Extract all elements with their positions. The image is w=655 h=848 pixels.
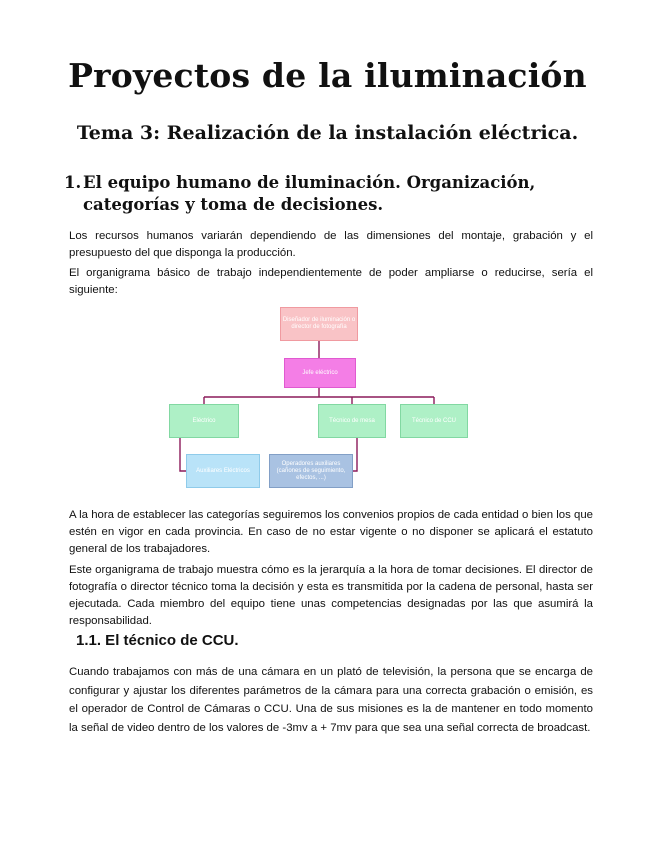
document-subtitle: Tema 3: Realización de la instalación eléctrica. [76,122,579,144]
org-box-electrico: Eléctrico [169,404,239,438]
connector-line [353,438,357,471]
section-number: 1. [64,173,82,192]
document-title: Proyectos de la iluminación [68,56,587,95]
org-chart [160,300,480,495]
section-heading [64,172,594,216]
org-box-auxiliares: Auxiliares Eléctricos [186,454,260,488]
paragraph: A la hora de establecer las categorías seguiremos los convenios propios de cada entidad o bien los que estén en vigor en cada provincia. En caso de no estar vigente o no disponer se aplicará el estatuto general de los trabajadores. [69,509,593,555]
paragraph: Este organigrama de trabajo muestra cómo es la jerarquía a la hora de tomar decisiones. El director de fotografía o director técnico toma la decisión y esta es transmitida por la cadena de personal, hasta ser ejecutada. Cada miembro del equipo tiene unas competencias designadas por las que asumirá la responsabilidad. [69,564,593,627]
subsection-heading: 1.1. El técnico de CCU. [76,632,239,649]
paragraph: Cuando trabajamos con más de una cámara en un plató de televisión, la persona que se encarga de configurar y ajustar los diferentes parámetros de la cámara para una correcta grabación o emisión, es el operador de Control de Cámaras o CCU. Una de sus misiones es la de mantener en todo momento la señal de video dentro de los valores de -3mv a + 7mv para que sea una señal correcta de broadcast. [69,666,593,734]
org-box-tecnico-mesa: Técnico de mesa [318,404,386,438]
paragraph: El organigrama básico de trabajo independientemente de poder ampliarse o reducirse, sería el siguiente: [69,267,593,296]
org-box-jefe-electrico: Jefe eléctrico [284,358,356,388]
org-box-director: Diseñador de iluminación o director de fotografía [280,307,358,341]
org-box-operadores: Operadores auxiliares (cañones de seguimiento, efectos, ...) [269,454,353,488]
paragraph: Los recursos humanos variarán dependiendo de las dimensiones del montaje, grabación y el presupuesto del que disponga la producción. [69,230,593,259]
org-box-tecnico-ccu: Técnico de CCU [400,404,468,438]
section-title: El equipo humano de iluminación. Organización, categorías y toma de decisiones. [83,173,536,214]
